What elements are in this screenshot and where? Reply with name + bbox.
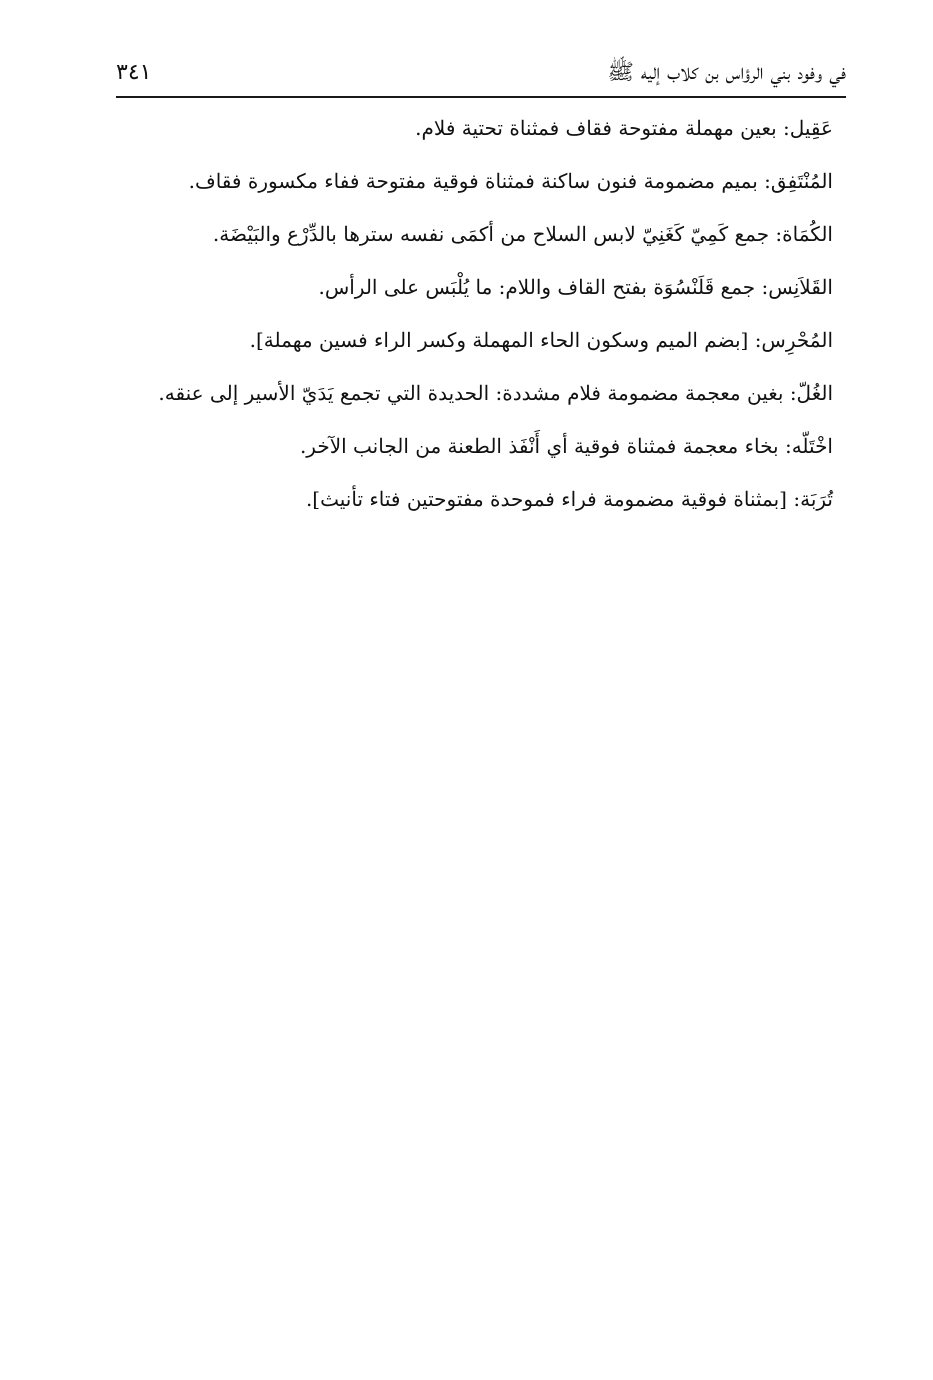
glossary-entry bbox=[133, 272, 833, 325]
entry-term: عَقِيل: bbox=[783, 116, 833, 140]
glossary-entry bbox=[133, 325, 833, 378]
entry-term: الغُلّ: bbox=[789, 381, 833, 405]
glossary-entry bbox=[133, 484, 833, 537]
entry-definition: جمع قَلَنْسُوَة بفتح القاف واللام: ما يُلْبَس على الرأس. bbox=[318, 275, 762, 299]
entry-term: القَلاَنِس: bbox=[761, 275, 833, 299]
page-number: ٣٤١ bbox=[116, 60, 152, 85]
glossary-entry bbox=[133, 113, 833, 166]
entry-term: المُنْتَفِق: bbox=[764, 169, 833, 193]
glossary-entry bbox=[133, 431, 833, 484]
entry-definition: [بضم الميم وسكون الحاء المهملة وكسر الراء فسين مهملة]. bbox=[249, 328, 755, 352]
entry-term: تُرَبَة: bbox=[793, 487, 833, 511]
entry-definition: بخاء معجمة فمثناة فوقية أي أَنْفَذ الطعنة من الجانب الآخر. bbox=[299, 434, 785, 458]
entry-term: اخْتَلّه: bbox=[784, 434, 833, 458]
entry-definition: بغين معجمة مضمومة فلام مشددة: الحديدة التي تجمع يَدَيّ الأسير إلى عنقه. bbox=[158, 381, 790, 405]
glossary-list bbox=[133, 113, 833, 537]
entry-term: الكُمَاة: bbox=[775, 222, 833, 246]
entry-definition: جمع كَمِيّ كَغَنِيّ لابس السلاح من أكمَى نفسه سترها بالدِّرْع والبَيْضَة. bbox=[212, 222, 776, 246]
header-rule bbox=[116, 96, 846, 98]
glossary-entry bbox=[133, 166, 833, 219]
entry-definition: بعين مهملة مفتوحة فقاف فمثناة تحتية فلام. bbox=[415, 116, 784, 140]
running-head bbox=[116, 54, 846, 94]
entry-term: المُحْرِس: bbox=[754, 328, 833, 352]
entry-definition: بميم مضمومة فنون ساكنة فمثناة فوقية مفتوحة ففاء مكسورة فقاف. bbox=[188, 169, 765, 193]
entry-definition: [بمثناة فوقية مضمومة فراء فموحدة مفتوحتين فتاء تأنيث]. bbox=[305, 487, 794, 511]
running-title: في وفود بني الرؤاس بن كلاب إليه ﷺ bbox=[607, 60, 846, 85]
glossary-entry bbox=[133, 378, 833, 431]
glossary-entry bbox=[133, 219, 833, 272]
